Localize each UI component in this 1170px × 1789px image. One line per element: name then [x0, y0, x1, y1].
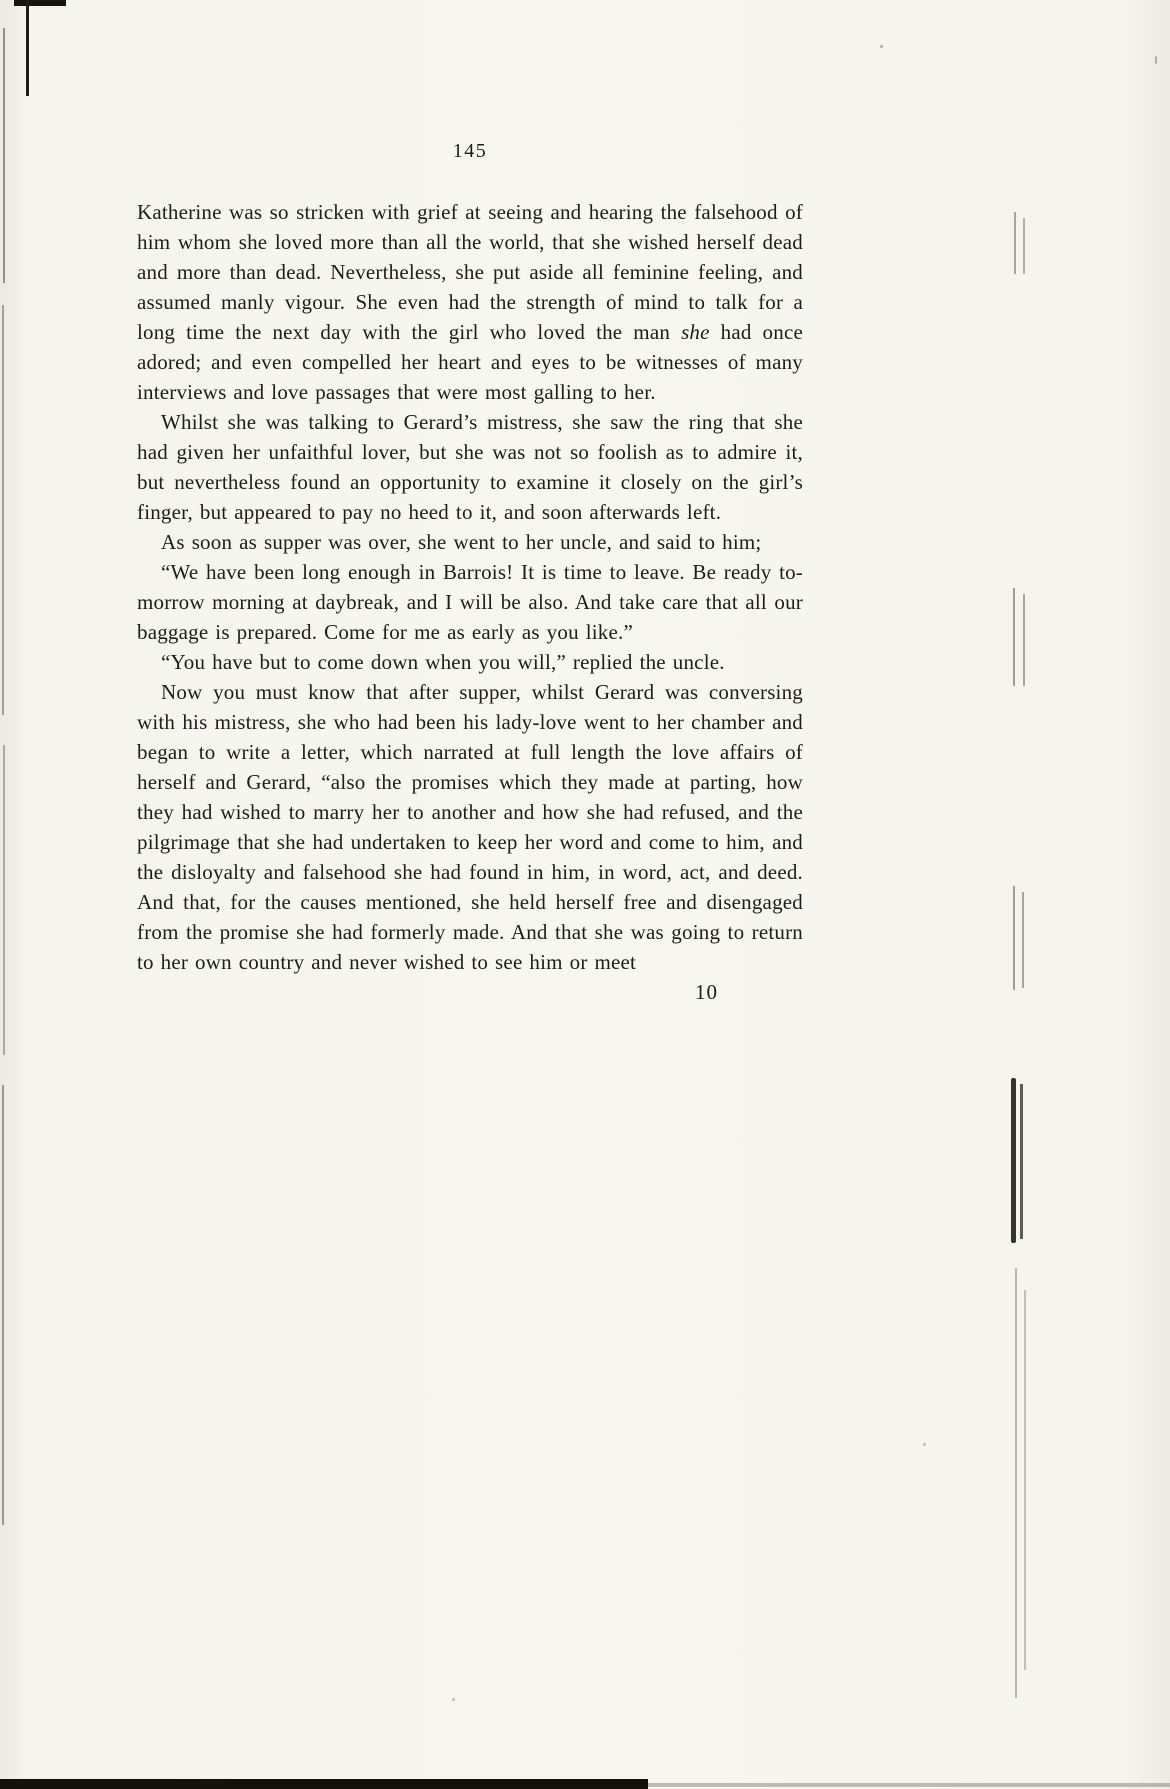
body-text: Now you must know that after supper, whilst Gerard was conversing with his mistress, she who had been his lady-love went to her chamber and began to write a letter, which narrated at full length the love affairs of herself and Gerard, “also the promises which they made at parting, how they had wished to marry her to another and how she had refused, and the pilgrimage that she had undertaken to keep her word and come to him, and the disloyalty and falsehood she had found in him, in word, act, and deed. And that, for the causes mentioned, she held herself free and disengaged from the promise she had formerly made. And that she was going to return to her own country and never wished to see him or meet [137, 680, 803, 974]
paragraph [137, 677, 803, 977]
scan-artifact-speck-3 [923, 1443, 926, 1446]
scan-artifact-speck-1 [880, 45, 883, 48]
signature-mark: 10 [695, 980, 718, 1004]
paragraph [137, 647, 803, 677]
scan-artifact-right-margin-mark-1b [1023, 218, 1025, 274]
body-text: Whilst she was talking to Gerard’s mistress, she saw the ring that she had given her unfaithful lover, but she was not so foolish as to admire it, but nevertheless found an opportunity to examine it closely on the girl’s finger, but appeared to pay no heed to it, and soon afterwards left. [137, 410, 803, 524]
scan-artifact-speck-2 [1155, 56, 1157, 64]
scan-artifact-left-edge-line-1 [3, 28, 5, 283]
scan-artifact-right-margin-mark-3b [1022, 892, 1024, 988]
scan-artifact-left-edge-line-3 [3, 745, 5, 1055]
scan-artifact-right-margin-mark-3a [1013, 886, 1015, 990]
scan-artifact-right-margin-mark-4a [1015, 1268, 1017, 1698]
body-text: had once adored; and even compelled her heart and eyes to be witnesses of many interviews and love passages that were most galling to her. [137, 320, 803, 404]
body-text: “We have been long enough in Barrois! It is time to leave. Be ready to-morrow morning at daybreak, and I will be also. And take care that all our baggage is prepared. Come for me as early as you like.” [137, 560, 803, 644]
paragraph [137, 557, 803, 647]
scan-artifact-right-margin-mark-4b [1024, 1290, 1026, 1670]
scan-artifact-left-edge-line-2 [2, 305, 4, 715]
scan-artifact-speck-4 [452, 1698, 455, 1701]
scan-artifact-right-margin-dark-mark-a [1011, 1078, 1016, 1243]
paragraph [137, 527, 803, 557]
scan-artifact-bottom-edge-line-dark [0, 1779, 648, 1789]
body-text: As soon as supper was over, she went to her uncle, and said to him; [161, 530, 762, 554]
scan-artifact-right-margin-dark-mark-b [1020, 1084, 1023, 1239]
body-text: Katherine was so stricken with grief at seeing and hearing the falsehood of him whom she loved more than all the world, that she wished herself dead and more than dead. Nevertheless, she put aside all feminine feeling, and assumed manly vigour. She even had the strength of mind to talk for a long time the next day with the girl who loved the man [137, 200, 803, 344]
paragraph [137, 407, 803, 527]
scan-artifact-right-margin-mark-2b [1023, 594, 1025, 686]
page-text [137, 197, 803, 1007]
scan-artifact-right-margin-mark-2a [1013, 588, 1015, 686]
page-number: 145 [452, 140, 488, 162]
scan-artifact-left-edge-line-4 [2, 1085, 4, 1525]
paragraph [137, 197, 803, 407]
scan-artifact-bottom-edge-line-faint [648, 1783, 1170, 1787]
scan-artifact-top-left-t-mark-vertical [26, 0, 29, 96]
scan-artifact-top-left-t-mark-horizontal [14, 0, 66, 6]
scan-artifact-right-margin-mark-1a [1014, 212, 1016, 274]
body-text: “You have but to come down when you will,” replied the uncle. [161, 650, 725, 674]
italic-text: she [681, 320, 710, 344]
